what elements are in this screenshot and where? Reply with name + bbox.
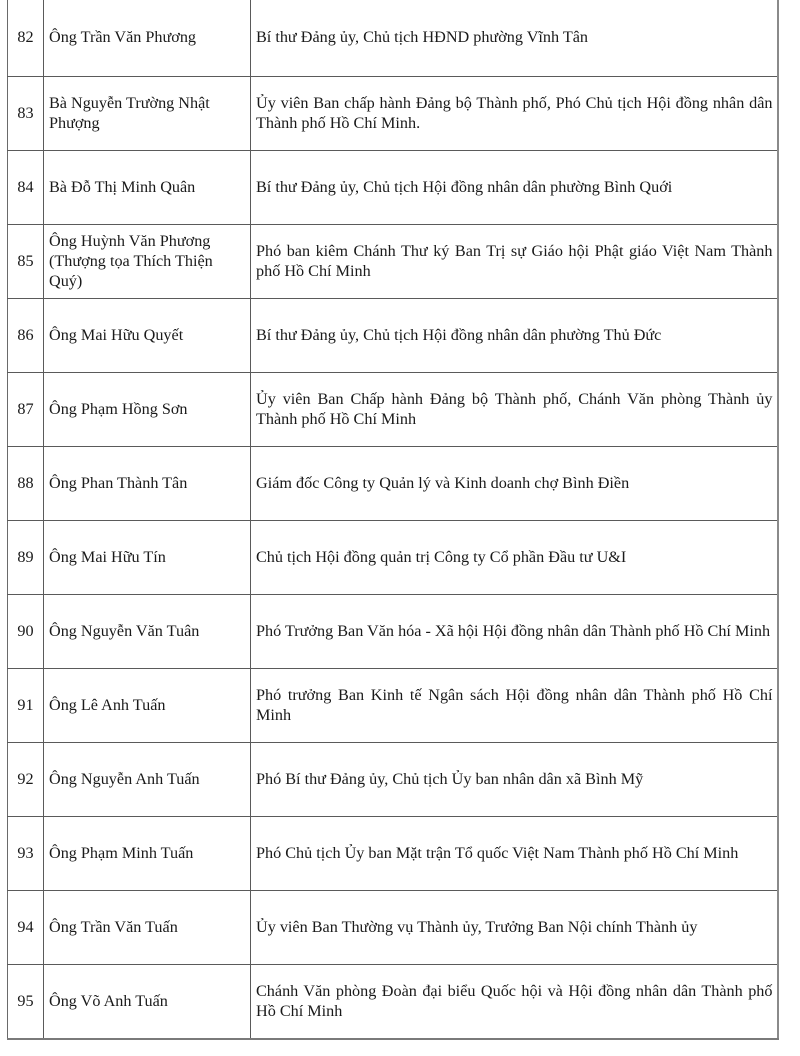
row-number: 89 <box>8 520 44 594</box>
person-position: Chánh Văn phòng Đoàn đại biểu Quốc hội và Hội đồng nhân dân Thành phố Hồ Chí Minh <box>251 964 778 1039</box>
table-row <box>8 520 778 594</box>
person-position: Bí thư Đảng ủy, Chủ tịch HĐND phường Vĩnh Tân <box>251 0 778 76</box>
person-name: Ông Mai Hữu Tín <box>44 520 251 594</box>
person-position: Phó Bí thư Đảng ủy, Chủ tịch Ủy ban nhân dân xã Bình Mỹ <box>251 742 778 816</box>
person-position: Ủy viên Ban Chấp hành Đảng bộ Thành phố, Chánh Văn phòng Thành ủy Thành phố Hồ Chí Minh <box>251 372 778 446</box>
person-name: Ông Lê Anh Tuấn <box>44 668 251 742</box>
table-row <box>8 668 778 742</box>
table-row <box>8 742 778 816</box>
person-position: Phó trưởng Ban Kinh tế Ngân sách Hội đồng nhân dân Thành phố Hồ Chí Minh <box>251 668 778 742</box>
person-position: Phó Trưởng Ban Văn hóa - Xã hội Hội đồng nhân dân Thành phố Hồ Chí Minh <box>251 594 778 668</box>
table-row <box>8 372 778 446</box>
person-name: Ông Mai Hữu Quyết <box>44 298 251 372</box>
table-row <box>8 76 778 150</box>
person-name: Ông Phạm Hồng Sơn <box>44 372 251 446</box>
table-row <box>8 0 778 76</box>
row-number: 94 <box>8 890 44 964</box>
row-number: 93 <box>8 816 44 890</box>
person-position: Bí thư Đảng ủy, Chủ tịch Hội đồng nhân dân phường Bình Quới <box>251 150 778 224</box>
row-number: 92 <box>8 742 44 816</box>
person-position: Bí thư Đảng ủy, Chủ tịch Hội đồng nhân dân phường Thủ Đức <box>251 298 778 372</box>
table-row <box>8 224 778 298</box>
table-row <box>8 298 778 372</box>
row-number: 91 <box>8 668 44 742</box>
table-row <box>8 816 778 890</box>
person-name: Ông Trần Văn Tuấn <box>44 890 251 964</box>
row-number: 86 <box>8 298 44 372</box>
person-name: Bà Nguyễn Trường Nhật Phượng <box>44 76 251 150</box>
row-number: 82 <box>8 0 44 76</box>
person-position: Phó ban kiêm Chánh Thư ký Ban Trị sự Giáo hội Phật giáo Việt Nam Thành phố Hồ Chí Minh <box>251 224 778 298</box>
row-number: 87 <box>8 372 44 446</box>
row-number: 85 <box>8 224 44 298</box>
person-name: Ông Phan Thành Tân <box>44 446 251 520</box>
person-position: Giám đốc Công ty Quản lý và Kinh doanh chợ Bình Điền <box>251 446 778 520</box>
person-position: Phó Chủ tịch Ủy ban Mặt trận Tổ quốc Việt Nam Thành phố Hồ Chí Minh <box>251 816 778 890</box>
person-name: Ông Trần Văn Phương <box>44 0 251 76</box>
table-row <box>8 964 778 1039</box>
row-number: 84 <box>8 150 44 224</box>
person-name: Bà Đỗ Thị Minh Quân <box>44 150 251 224</box>
person-name: Ông Võ Anh Tuấn <box>44 964 251 1039</box>
roster-table <box>7 0 779 1040</box>
person-position: Ủy viên Ban Thường vụ Thành ủy, Trưởng Ban Nội chính Thành ủy <box>251 890 778 964</box>
row-number: 88 <box>8 446 44 520</box>
person-name: Ông Nguyễn Văn Tuân <box>44 594 251 668</box>
person-name: Ông Phạm Minh Tuấn <box>44 816 251 890</box>
table-row <box>8 446 778 520</box>
person-position: Ủy viên Ban chấp hành Đảng bộ Thành phố, Phó Chủ tịch Hội đồng nhân dân Thành phố Hồ Chí Minh. <box>251 76 778 150</box>
person-name: Ông Nguyễn Anh Tuấn <box>44 742 251 816</box>
row-number: 83 <box>8 76 44 150</box>
row-number: 95 <box>8 964 44 1039</box>
person-position: Chủ tịch Hội đồng quản trị Công ty Cổ phần Đầu tư U&I <box>251 520 778 594</box>
table-row <box>8 594 778 668</box>
row-number: 90 <box>8 594 44 668</box>
roster-table-body <box>8 0 778 1039</box>
table-row <box>8 890 778 964</box>
table-row <box>8 150 778 224</box>
person-name: Ông Huỳnh Văn Phương (Thượng tọa Thích Thiện Quý) <box>44 224 251 298</box>
